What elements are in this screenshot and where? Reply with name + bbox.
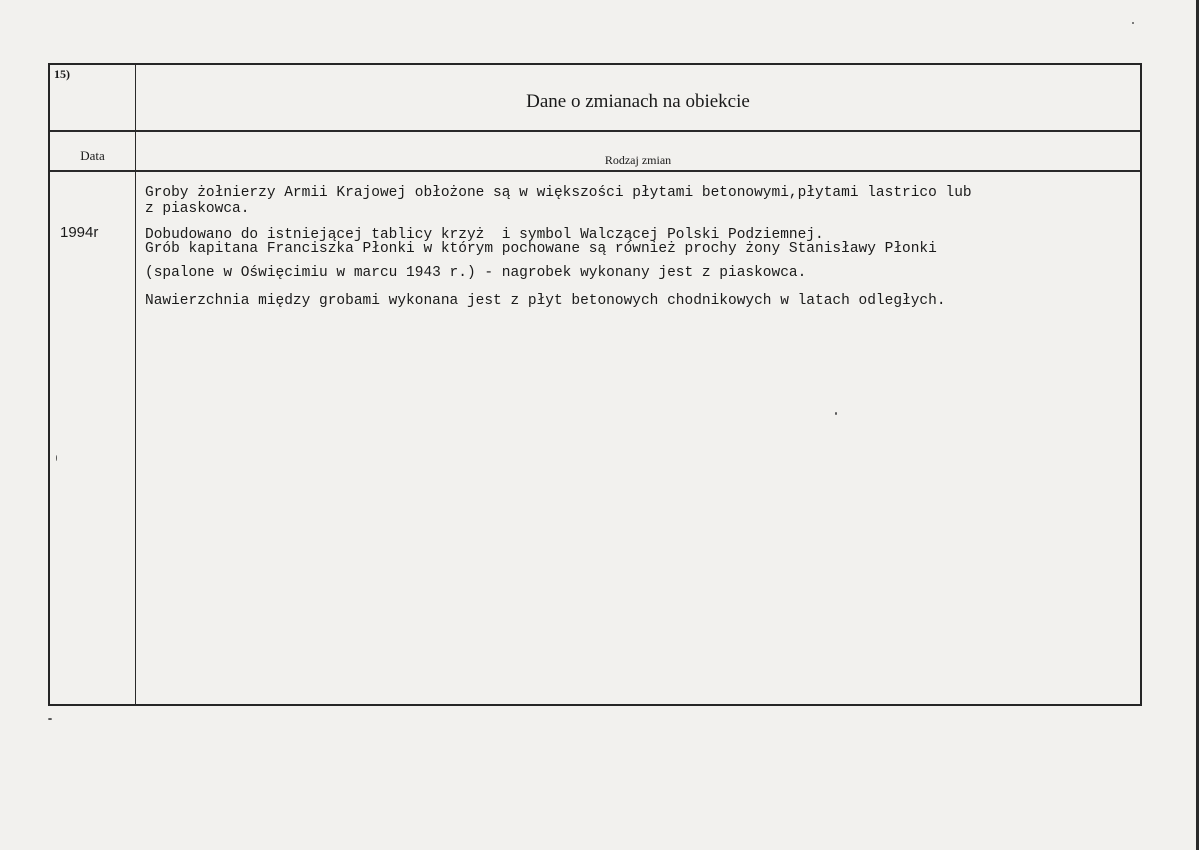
- change-description: [145, 184, 1135, 328]
- scan-speck: [56, 455, 57, 461]
- description-line: (spalone w Oświęcimiu w marcu 1943 r.) - nagrobek wykonany jest z piaskowca.: [145, 265, 807, 281]
- section-number: 15): [54, 67, 70, 81]
- description-line: Dobudowano do istniejącej tablicy krzyż i symbol Walczącej Polski Podziemnej.: [145, 227, 824, 243]
- section-title: Dane o zmianach na obiekcie: [526, 91, 750, 112]
- scan-speck: [1132, 22, 1134, 24]
- changes-column-header: Rodzaj zmian: [604, 153, 672, 167]
- scan-speck: [48, 718, 52, 720]
- header-divider: [50, 130, 1140, 132]
- description-line: Groby żołnierzy Armii Krajowej obłożone są w większości płytami betonowymi,płytami lastrico lub: [145, 185, 972, 201]
- change-record-form: [48, 63, 1142, 706]
- date-column-header: Data: [80, 148, 105, 163]
- description-line: Grób kapitana Franciszka Płonki w którym pochowane są również prochy żony Stanisławy Płonki: [145, 241, 937, 257]
- description-line: Nawierzchnia między grobami wykonana jest z płyt betonowych chodnikowych w latach odległych.: [145, 293, 946, 309]
- column-header-divider: [50, 170, 1140, 172]
- scan-speck: [835, 412, 837, 415]
- description-line: z piaskowca.: [145, 201, 250, 217]
- entry-date: 1994r: [60, 224, 99, 241]
